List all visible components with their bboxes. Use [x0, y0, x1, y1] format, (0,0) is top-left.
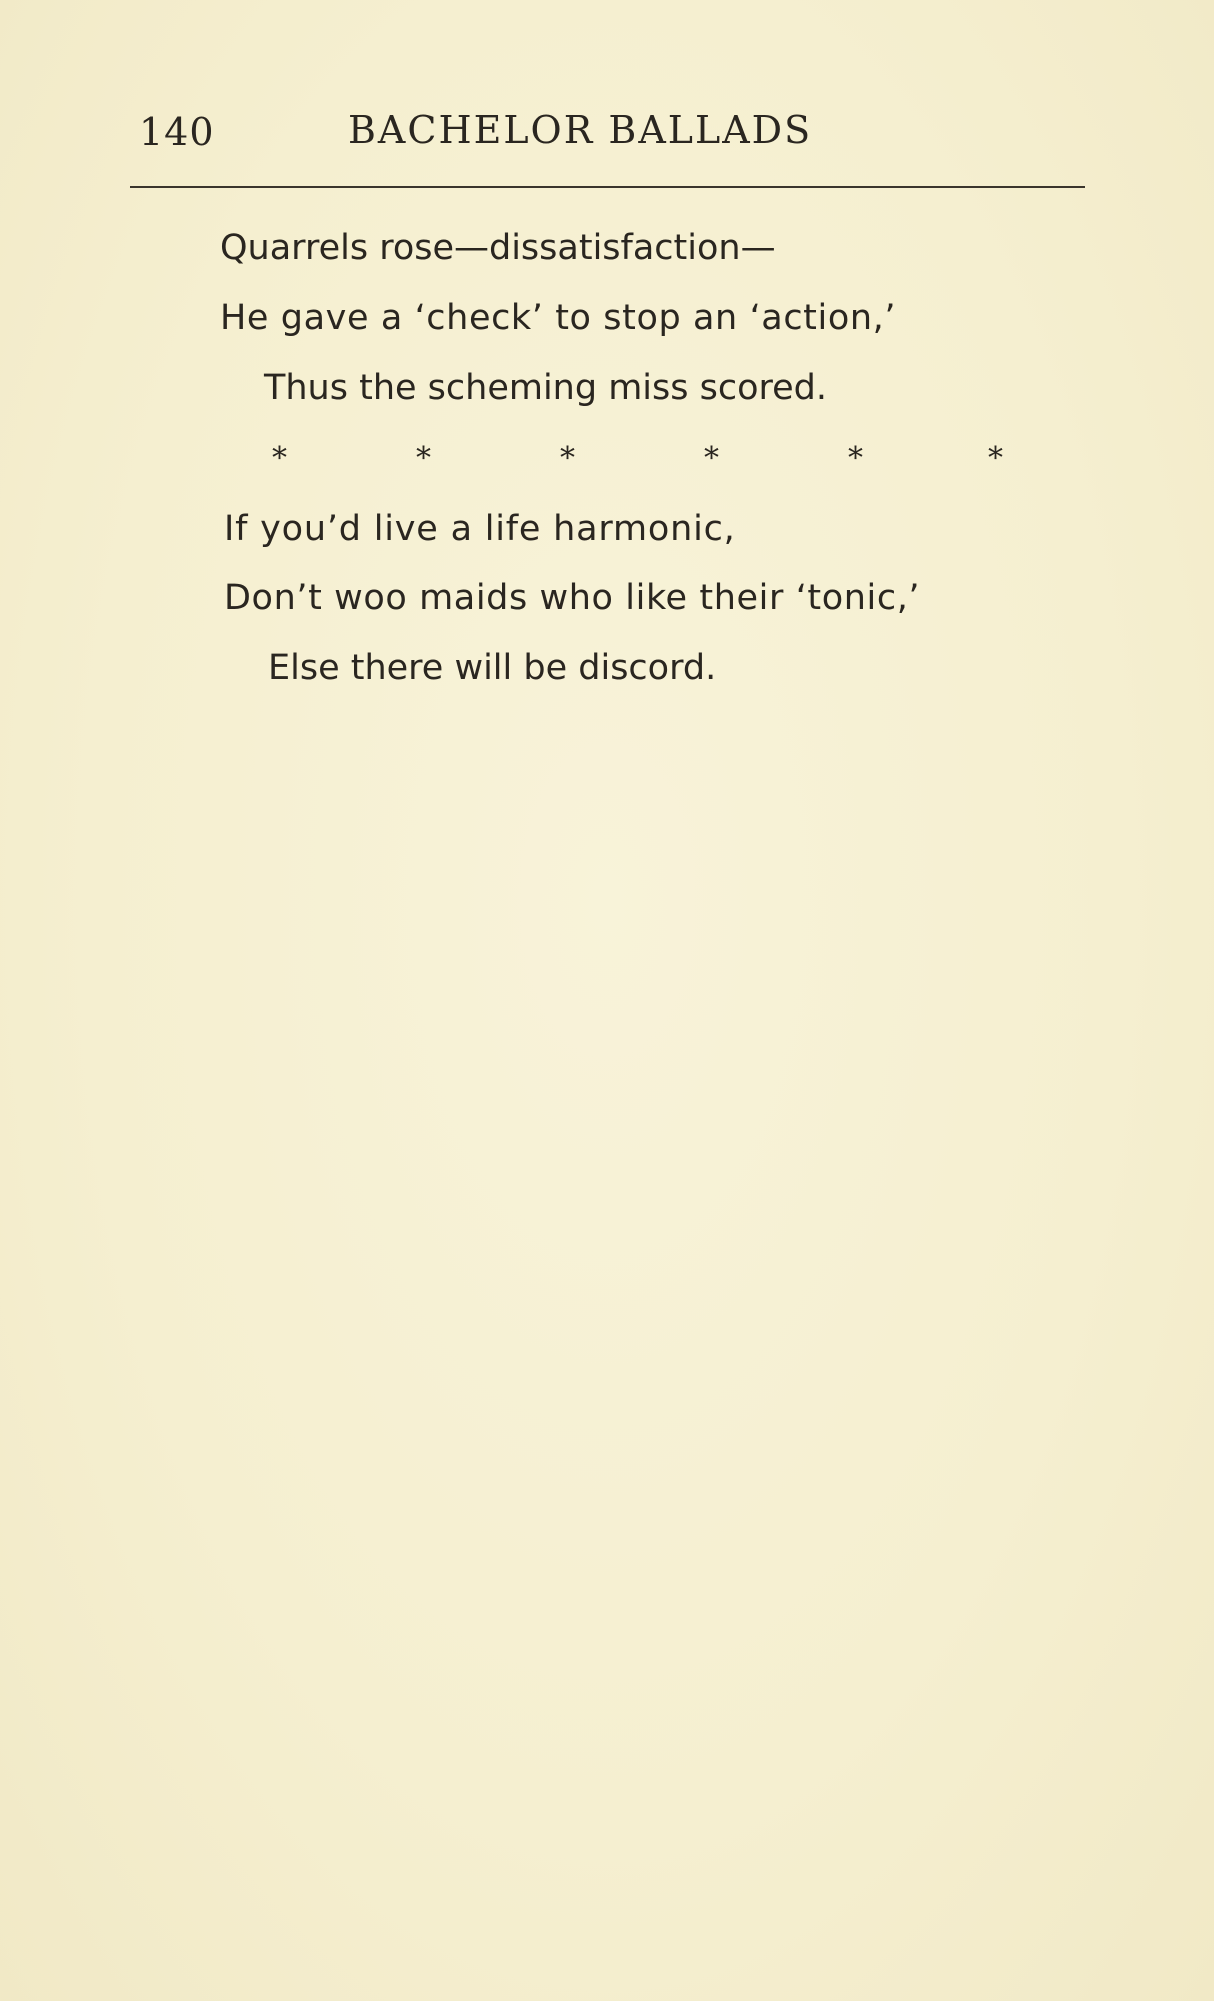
verse-line: Quarrels rose—dissatisfaction—: [220, 228, 776, 268]
verse-line: He gave a ‘check’ to stop an ‘action,’: [220, 298, 897, 338]
asterisk: *: [560, 441, 575, 476]
asterisk: *: [272, 441, 287, 476]
verse-line: Don’t woo maids who like their ‘tonic,’: [224, 578, 921, 618]
header-rule: [130, 186, 1085, 188]
verse-line: If you’d live a life harmonic,: [224, 509, 736, 549]
asterisk: *: [848, 441, 863, 476]
asterisk: *: [704, 441, 719, 476]
verse-line: Else there will be discord.: [268, 648, 717, 688]
section-break-asterisks: [272, 441, 1022, 481]
asterisk: *: [416, 441, 431, 476]
page-number: 140: [139, 110, 215, 154]
running-title: BACHELOR BALLADS: [348, 108, 813, 152]
verse-line: Thus the scheming miss scored.: [264, 368, 828, 408]
page-header: [130, 104, 1085, 164]
asterisk: *: [988, 441, 1003, 476]
